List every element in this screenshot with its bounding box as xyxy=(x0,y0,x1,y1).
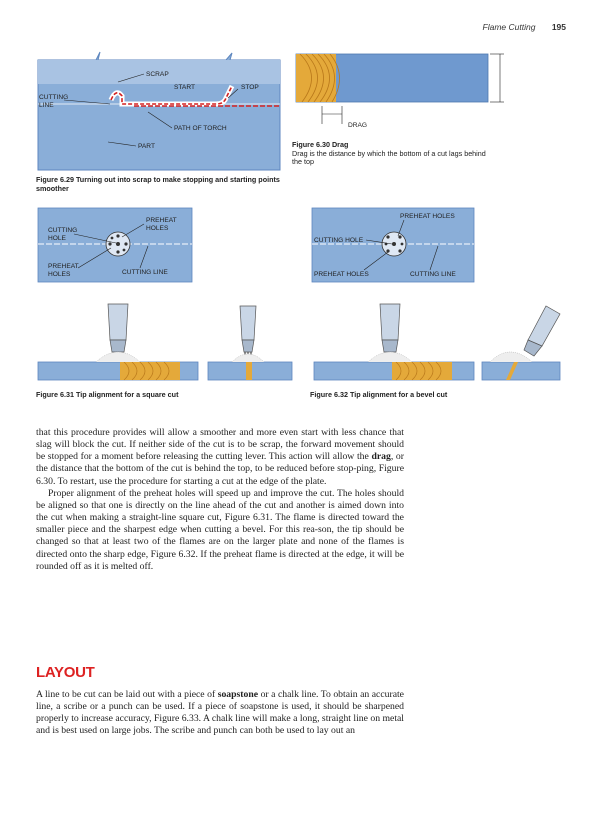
label-preheat-a2: HOLES xyxy=(146,225,169,232)
caption-6-31-title: Tip alignment for a square cut xyxy=(75,390,179,399)
label-stop: STOP xyxy=(241,84,259,91)
label-preheat-b1: PREHEAT xyxy=(48,263,79,270)
label-part: PART xyxy=(138,143,155,150)
caption-6-31-number: Figure 6.31 xyxy=(36,390,74,399)
label-start: START xyxy=(174,84,196,91)
figure-6-32-top xyxy=(310,206,476,284)
caption-6-30-desc: Drag is the distance by which the bottom of a cut lags behind the top xyxy=(292,148,486,167)
caption-6-29-title: Turning out into scrap to make stopping and starting points smoother xyxy=(36,175,280,193)
label-preheat-b2: HOLES xyxy=(48,271,71,278)
figure-6-32-bottom xyxy=(310,300,564,384)
label-cutting-hole-a: CUTTING xyxy=(48,227,78,234)
label-line: LINE xyxy=(39,102,54,109)
p1-b: , or the distance that the bottom of the cut is behind the top, to be reduced before stop-ping, Figure 6.30. To restart, use the procedure for starting a cut at the edge of the plate. xyxy=(36,451,405,487)
label-scrap: SCRAP xyxy=(146,71,169,78)
body-text-2 xyxy=(36,689,404,738)
paragraph-2: Proper alignment of the preheat holes will speed up and improve the cut. The holes should be aligned so that one is directly on the line ahead of the cut and another is aimed down into the cut when making a straight-line square cut, Figure 6.31. The flame is directed toward the smaller piece and the sharpest edge when cutting a bevel. For this rea-son, the tip should be changed so that at least two of the flames are on the larger plate and none of the flames is directed onto the sharp edge, Figure 6.32. If the preheat flame is directed at the edge, it will be rounded off as it is melted off. xyxy=(36,487,404,572)
label-preheat-bottom: PREHEAT HOLES xyxy=(314,271,369,278)
body-text xyxy=(36,427,404,573)
section-heading: LAYOUT xyxy=(36,664,95,681)
figure-6-31-top xyxy=(36,206,194,284)
header-section: Flame Cutting xyxy=(482,22,536,32)
label-preheat-top: PREHEAT HOLES xyxy=(400,213,455,220)
label-drag: DRAG xyxy=(348,122,368,129)
p3-a: A line to be cut can be laid out with a piece of xyxy=(36,689,218,700)
p1-bold: drag xyxy=(371,451,391,463)
caption-6-30-number: Figure 6.30 xyxy=(292,140,330,149)
page-number: 195 xyxy=(551,22,566,32)
figure-6-31-bottom xyxy=(36,300,294,384)
caption-6-32-title: Tip alignment for a bevel cut xyxy=(349,390,448,399)
label-cutting: CUTTING xyxy=(39,94,69,101)
running-header xyxy=(483,22,566,32)
caption-6-32 xyxy=(310,391,550,400)
paragraph-3 xyxy=(36,689,404,738)
figure-6-29 xyxy=(36,48,282,173)
p3-b: or a chalk line. To obtain an accurate line, a scribe or a punch can be used. If a piece of soapstone is used, it should be sharpened properly to increase accuracy, Figure 6.33. A chalk line will make a long, straight line on metal and is best used on large jobs. The scribe and punch can both be used to lay out an xyxy=(36,689,404,737)
p3-bold: soapstone xyxy=(217,689,259,700)
label-cutting-line-632: CUTTING LINE xyxy=(410,271,456,278)
label-cutting-line: CUTTING LINE xyxy=(122,269,168,276)
caption-6-32-number: Figure 6.32 xyxy=(310,390,348,399)
caption-6-30-title: Drag xyxy=(331,140,349,149)
caption-6-30 xyxy=(292,141,492,167)
label-cutting-hole-b: HOLE xyxy=(48,235,66,242)
p1-a: that this procedure provides will allow a smoother and more even start with less chance that slag will block the cut. If neither side of the cut is to be scrap, the forward movement should be stopped for a moment before releasing the cutting lever. This action will allow the xyxy=(36,427,404,463)
label-cutting-hole: CUTTING HOLE xyxy=(314,237,364,244)
paragraph-1 xyxy=(36,427,404,488)
label-preheat-a1: PREHEAT xyxy=(146,217,177,224)
label-path-of-torch: PATH OF TORCH xyxy=(174,125,227,132)
figure-6-30 xyxy=(292,48,512,132)
caption-6-31 xyxy=(36,391,296,400)
caption-6-29-number: Figure 6.29 xyxy=(36,175,74,184)
caption-6-29 xyxy=(36,176,286,193)
